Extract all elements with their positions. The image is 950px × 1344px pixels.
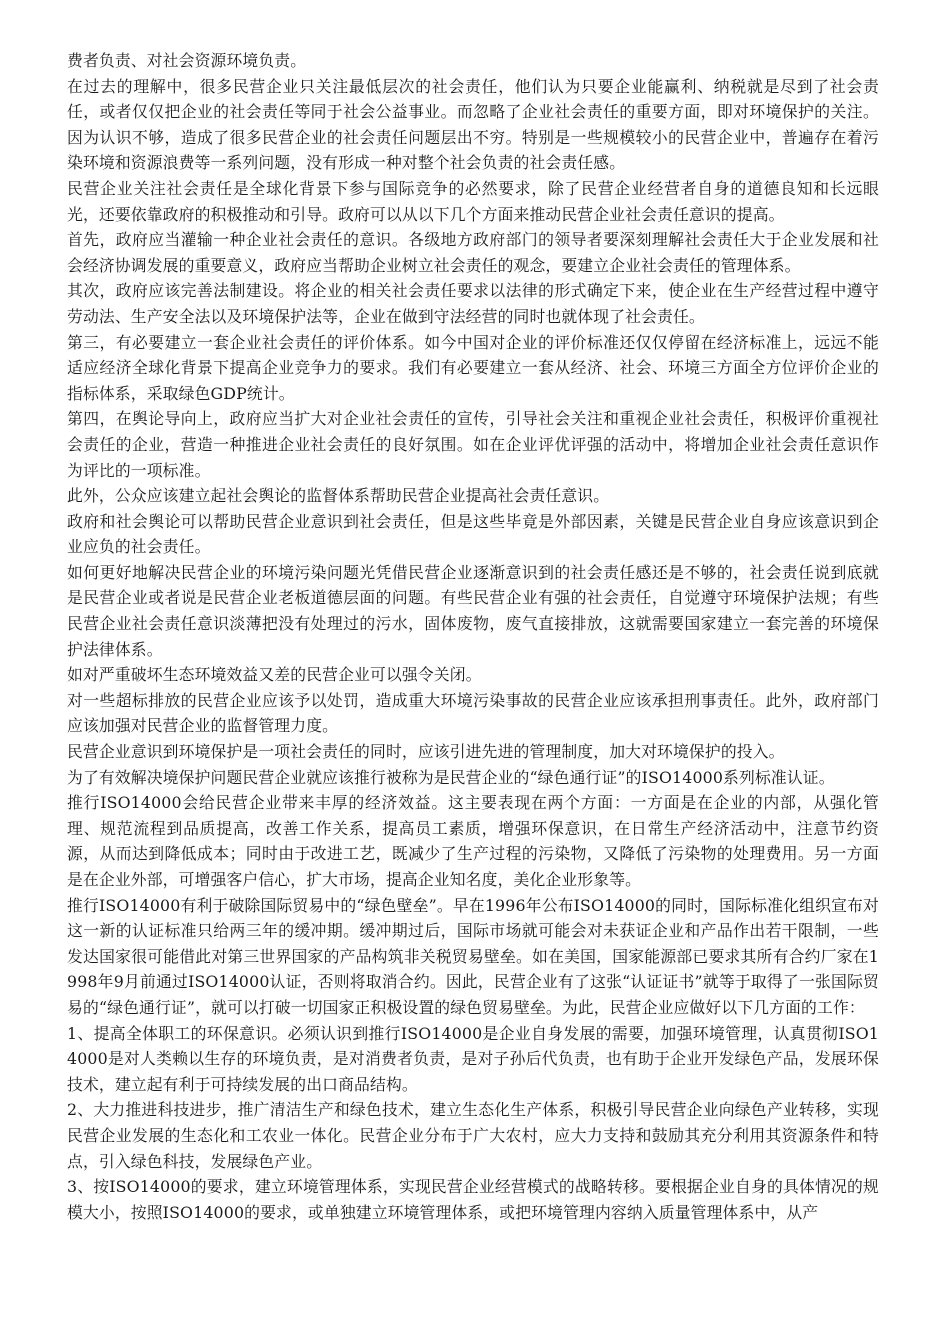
paragraph-16: 推行ISO14000有利于破除国际贸易中的“绿色壁垒”。早在1996年公布ISO14000的同时，国际标准化组织宣布对这一新的认证标准只给两三年的缓冲期。缓冲期过后，国际市场就可能会对未获证企业和产品作出若干限制，一些发达国家很可能借此对第三世界国家的产品构筑非关税贸易壁垒。如在美国，国家能源部已要求其所有合约厂家在1998年9月前通过ISO14000认证，否则将取消合约。因此，民营企业有了这张“认证证书”就等于取得了一张国际贸易的“绿色通行证”，就可以打破一切国家正积极设置的绿色贸易壁垒。为此，民营企业应做好以下几方面的工作：: [67, 895, 879, 1017]
paragraph-12: 对一些超标排放的民营企业应该予以处罚，造成重大环境污染事故的民营企业应该承担刑事责任。此外，政府部门应该加强对民营企业的监督管理力度。: [67, 690, 879, 736]
paragraph-11: 如对严重破坏生态环境效益又差的民营企业可以强令关闭。: [67, 665, 482, 685]
paragraph-7: 第四，在舆论导向上，政府应当扩大对企业社会责任的宣传，引导社会关注和重视企业社会责任，积极评价重视社会责任的企业，营造一种推进企业社会责任的良好氛围。如在企业评优评强的活动中，将增加企业社会责任意识作为评比的一项标准。: [67, 409, 879, 480]
paragraph-4: 首先，政府应当灌输一种企业社会责任的意识。各级地方政府部门的领导者要深刻理解社会责任大于企业发展和社会经济协调发展的重要意义，政府应当帮助企业树立社会责任的观念，要建立企业社会责任的管理体系。: [67, 230, 879, 275]
paragraph-9: 政府和社会舆论可以帮助民营企业意识到社会责任，但是这些毕竟是外部因素，关键是民营企业自身应该意识到企业应负的社会责任。: [67, 511, 879, 557]
paragraph-18: 2、大力推进科技进步，推广清洁生产和绿色技术，建立生态化生产体系，积极引导民营企业向绿色产业转移，实现民营企业发展的生态化和工农业一体化。民营企业分布于广大农村，应大力支持和鼓励其充分利用其资源条件和特点，引入绿色科技，发展绿色产业。: [67, 1100, 879, 1171]
paragraph-8: 此外，公众应该建立起社会舆论的监督体系帮助民营企业提高社会责任意识。: [67, 486, 610, 506]
document-page: [67, 48, 879, 1225]
paragraph-19: 3、按ISO14000的要求，建立环境管理体系，实现民营企业经营模式的战略转移。要根据企业自身的具体情况的规模大小，按照ISO14000的要求，或单独建立环境管理体系，或把环境管理内容纳入质量管理体系中，从产: [67, 1177, 879, 1222]
paragraph-1: 费者负责、对社会资源环境负责。: [67, 51, 307, 70]
paragraph-15: 推行ISO14000会给民营企业带来丰厚的经济效益。这主要表现在两个方面：一方面是在企业的内部，从强化管理、规范流程到品质提高，改善工作关系，提高员工素质，增强环保意识，在日常生产经济活动中，注意节约资源，从而达到降低成本；同时由于改进工艺，既减少了生产过程的污染物，又降低了污染物的处理费用。另一方面是在企业外部，可增强客户信心，扩大市场，提高企业知名度，美化企业形象等。: [67, 793, 879, 889]
paragraph-14: 为了有效解决境保护问题民营企业就应该推行被称为是民营企业的“绿色通行证”的ISO14000系列标准认证。: [67, 767, 835, 787]
paragraph-2: 在过去的理解中，很多民营企业只关注最低层次的社会责任，他们认为只要企业能赢利、纳税就是尽到了社会责任，或者仅仅把企业的社会责任等同于社会公益事业。而忽略了企业社会责任的重要方面，即对环境保护的关注。因为认识不够，造成了很多民营企业的社会责任问题层出不穷。特别是一些规模较小的民营企业中，普遍存在着污染环境和资源浪费等一系列问题，没有形成一种对整个社会负责的社会责任感。: [67, 76, 879, 173]
paragraph-10: 如何更好地解决民营企业的环境污染问题光凭借民营企业逐渐意识到的社会责任感还是不够的，社会责任说到底就是民营企业或者说是民营企业老板道德层面的问题。有些民营企业有强的社会责任，自觉遵守环境保护法规；有些民营企业社会责任意识淡薄把没有处理过的污水，固体废物，废气直接排放，这就需要国家建立一套完善的环境保护法律体系。: [67, 562, 879, 659]
paragraph-6: 第三，有必要建立一套企业社会责任的评价体系。如今中国对企业的评价标准还仅仅停留在经济标准上，远远不能适应经济全球化背景下提高企业竞争力的要求。我们有必要建立一套从经济、社会、环境三方面全方位评价企业的指标体系，采取绿色GDP统计。: [67, 332, 879, 403]
paragraph-5: 其次，政府应该完善法制建设。将企业的相关社会责任要求以法律的形式确定下来，使企业在生产经营过程中遵守劳动法、生产安全法以及环境保护法等，企业在做到守法经营的同时也就体现了社会责任。: [67, 281, 879, 326]
paragraph-17: 1、提高全体职工的环保意识。必须认识到推行ISO14000是企业自身发展的需要，加强环境管理，认真贯彻ISO14000是对人类赖以生存的环境负责，是对消费者负责，是对子孙后代负责，也有助于企业开发绿色产品，发展环保技术，建立起有利于可持续发展的出口商品结构。: [67, 1023, 879, 1094]
paragraph-3: 民营企业关注社会责任是全球化背景下参与国际竞争的必然要求，除了民营企业经营者自身的道德良知和长远眼光，还要依靠政府的积极推动和引导。政府可以从以下几个方面来推动民营企业社会责任意识的提高。: [67, 178, 879, 224]
paragraph-13: 民营企业意识到环境保护是一项社会责任的同时，应该引进先进的管理制度，加大对环境保护的投入。: [67, 742, 785, 762]
